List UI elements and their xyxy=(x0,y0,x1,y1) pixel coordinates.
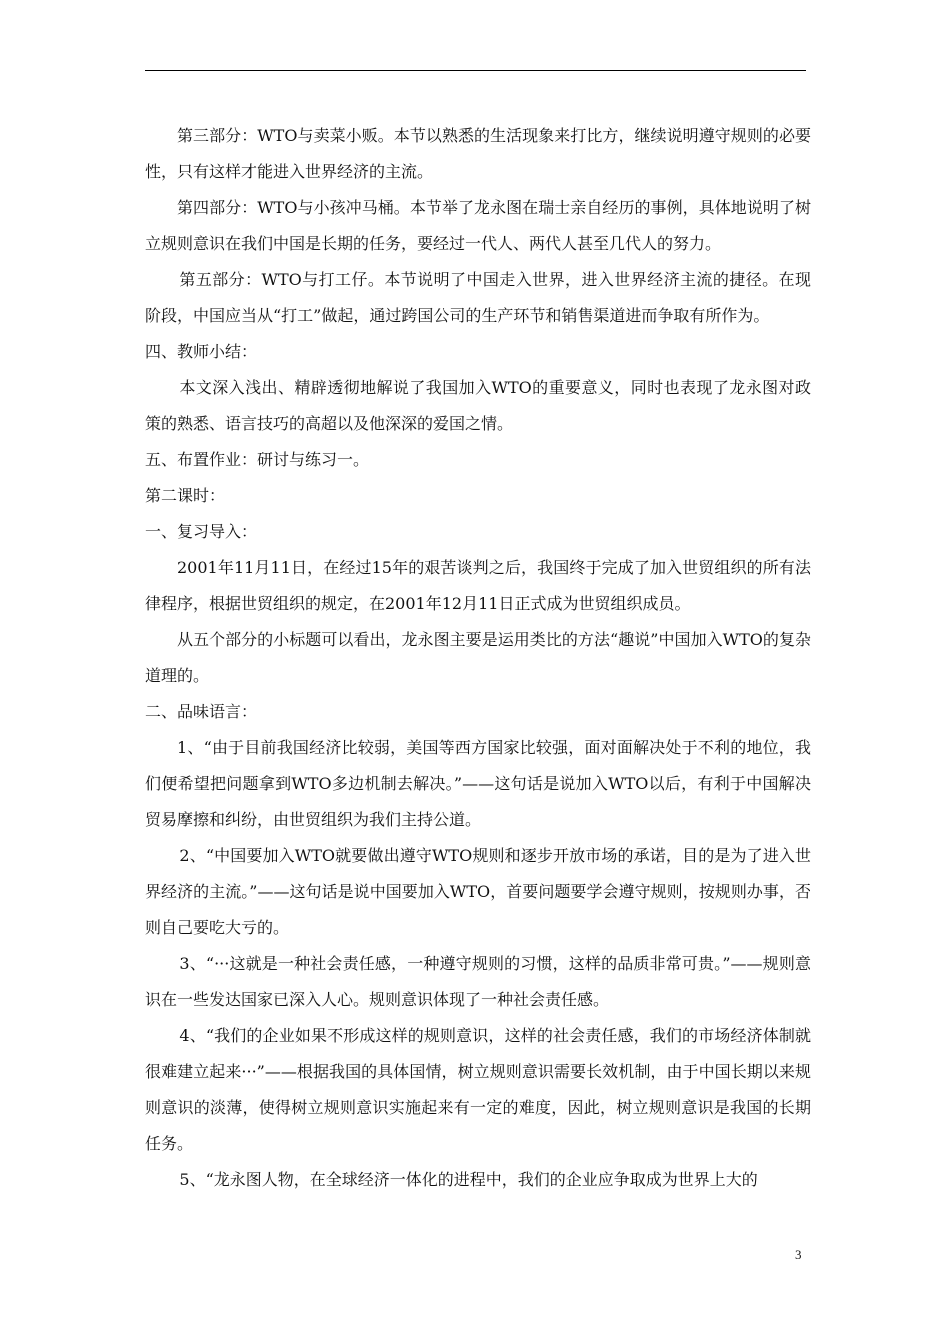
document-body xyxy=(145,118,811,1198)
list-item: 2、“中国要加入WTO就要做出遵守WTO规则和逐步开放市场的承诺，目的是为了进入世界经济的主流。”——这句话是说中国要加入WTO，首要问题要学会遵守规则，按规则办事，否则自己要吃大亏的。 xyxy=(145,846,811,937)
section-heading: 四、教师小结： xyxy=(145,342,258,361)
section-heading: 一、复习导入： xyxy=(145,522,258,541)
page-number: 3 xyxy=(795,1247,802,1262)
paragraph: 第五部分：WTO与打工仔。本节说明了中国走入世界，进入世界经济主流的捷径。在现阶段，中国应当从“打工”做起，通过跨国公司的生产环节和销售渠道进而争取有所作为。 xyxy=(145,270,811,325)
lesson-heading: 第二课时： xyxy=(145,486,226,505)
list-item: 4、“我们的企业如果不形成这样的规则意识，这样的社会责任感，我们的市场经济体制就很难建立起来···”——根据我国的具体国情，树立规则意识需要长效机制，由于中国长期以来规则意识的淡薄，使得树立规则意识实施起来有一定的难度，因此，树立规则意识是我国的长期任务。 xyxy=(145,1026,811,1153)
paragraph: 第四部分：WTO与小孩冲马桶。本节举了龙永图在瑞士亲自经历的事例，具体地说明了树立规则意识在我们中国是长期的任务，要经过一代人、两代人甚至几代人的努力。 xyxy=(145,198,811,253)
header-rule xyxy=(145,70,806,71)
paragraph: 2001年11月11日，在经过15年的艰苦谈判之后，我国终于完成了加入世贸组织的所有法律程序，根据世贸组织的规定，在2001年12月11日正式成为世贸组织成员。 xyxy=(145,558,811,613)
section-heading: 五、布置作业：研讨与练习一。 xyxy=(145,450,370,469)
paragraph: 从五个部分的小标题可以看出，龙永图主要是运用类比的方法“趣说”中国加入WTO的复杂道理的。 xyxy=(145,630,811,685)
list-item: 1、“由于目前我国经济比较弱，美国等西方国家比较强，面对面解决处于不利的地位，我们便希望把问题拿到WTO多边机制去解决。”——这句话是说加入WTO以后，有利于中国解决贸易摩擦和纠纷，由世贸组织为我们主持公道。 xyxy=(145,738,811,829)
paragraph: 本文深入浅出、精辟透彻地解说了我国加入WTO的重要意义，同时也表现了龙永图对政策的熟悉、语言技巧的高超以及他深深的爱国之情。 xyxy=(145,378,811,433)
section-heading: 二、品味语言： xyxy=(145,702,258,721)
list-item: 3、“···这就是一种社会责任感，一种遵守规则的习惯，这样的品质非常可贵。”——规则意识在一些发达国家已深入人心。规则意识体现了一种社会责任感。 xyxy=(145,954,811,1009)
list-item: 5、“龙永图人物，在全球经济一体化的进程中，我们的企业应争取成为世界上大的 xyxy=(179,1170,758,1189)
paragraph: 第三部分：WTO与卖菜小贩。本节以熟悉的生活现象来打比方，继续说明遵守规则的必要性，只有这样才能进入世界经济的主流。 xyxy=(145,126,811,181)
